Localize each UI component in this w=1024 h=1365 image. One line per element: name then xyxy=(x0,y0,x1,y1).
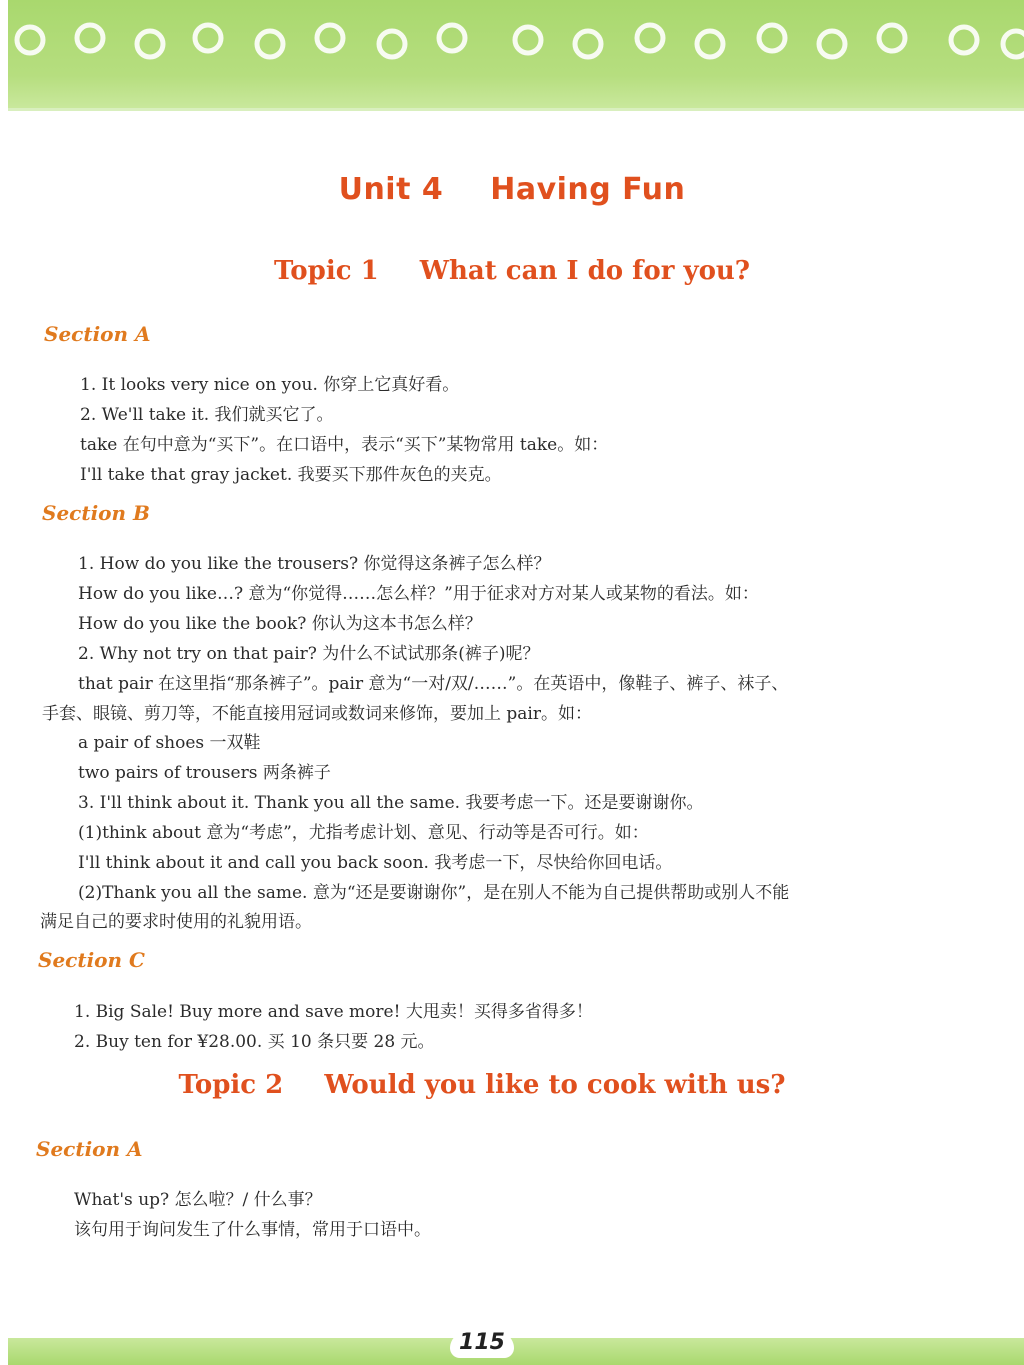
t1-section-b-heading: Section B xyxy=(42,501,150,525)
t1b-line-3: How do you like the book? 你认为这本书怎么样？ xyxy=(78,614,482,634)
t2a-line-2: 该句用于询问发生了什么事情，常用于口语中。 xyxy=(74,1220,431,1240)
t1c-line-2: 2. Buy ten for ¥28.00. 买 10 条只要 28 元。 xyxy=(74,1032,435,1052)
topic-2-name: Would you like to cook with us? xyxy=(324,1070,786,1100)
t1b-line-7: a pair of shoes 一双鞋 xyxy=(78,733,261,753)
circle-pattern-icon xyxy=(8,22,1024,72)
topic-2-label: Topic 2 xyxy=(178,1070,284,1100)
t1b-line-2: How do you like…? 意为“你觉得……怎么样？”用于征求对方对某人或某物的看法。如： xyxy=(78,584,759,604)
t1b-line-8: two pairs of trousers 两条裤子 xyxy=(78,763,331,783)
t1-section-a-heading: Section A xyxy=(44,322,151,346)
t1a-line-3: take 在句中意为“买下”。在口语中，表示“买下”某物常用 take。如： xyxy=(80,435,609,455)
t1b-line-1: 1. How do you like the trousers? 你觉得这条裤子怎么样？ xyxy=(78,554,551,574)
t1b-line-4: 2. Why not try on that pair? 为什么不试试那条(裤子)呢？ xyxy=(78,644,540,664)
unit-title xyxy=(0,172,1024,207)
t1b-line-5: that pair 在这里指“那条裤子”。pair 意为“一对/双/……”。在英语中，像鞋子、裤子、袜子、 xyxy=(78,674,789,694)
t1b-line-13: 满足自己的要求时使用的礼貌用语。 xyxy=(40,912,312,932)
topic-1-title xyxy=(0,256,1024,286)
unit-name: Having Fun xyxy=(490,172,686,207)
t1a-line-4: I'll take that gray jacket. 我要买下那件灰色的夹克。 xyxy=(80,465,502,485)
page-number: 115 xyxy=(450,1326,514,1358)
t1c-line-1: 1. Big Sale! Buy more and save more! 大甩卖！买得多省得多！ xyxy=(74,1002,593,1022)
t1b-line-9: 3. I'll think about it. Thank you all the same. 我要考虑一下。还是要谢谢你。 xyxy=(78,793,704,813)
topic-1-label: Topic 1 xyxy=(273,256,379,286)
t1b-line-10: (1)think about 意为“考虑”，尤指考虑计划、意见、行动等是否可行。如： xyxy=(78,823,649,843)
t1a-line-2: 2. We'll take it. 我们就买它了。 xyxy=(80,405,334,425)
topic-2-title xyxy=(0,1070,994,1100)
topic-1-name: What can I do for you? xyxy=(419,256,751,286)
t1b-line-6: 手套、眼镜、剪刀等，不能直接用冠词或数词来修饰，要加上 pair。如： xyxy=(42,704,592,724)
t1b-line-11: I'll think about it and call you back soon. 我考虑一下，尽快给你回电话。 xyxy=(78,853,673,873)
t2a-line-1: What's up? 怎么啦？/ 什么事？ xyxy=(74,1190,322,1210)
t2-section-a-heading: Section A xyxy=(36,1137,143,1161)
t1a-line-1: 1. It looks very nice on you. 你穿上它真好看。 xyxy=(80,375,460,395)
t1-section-c-heading: Section C xyxy=(38,948,145,972)
unit-label: Unit 4 xyxy=(338,172,444,207)
t1b-line-12: (2)Thank you all the same. 意为“还是要谢谢你”，是在别人不能为自己提供帮助或别人不能 xyxy=(78,883,790,903)
bottom-decorative-band xyxy=(8,1338,1024,1365)
top-decorative-band xyxy=(8,0,1024,111)
